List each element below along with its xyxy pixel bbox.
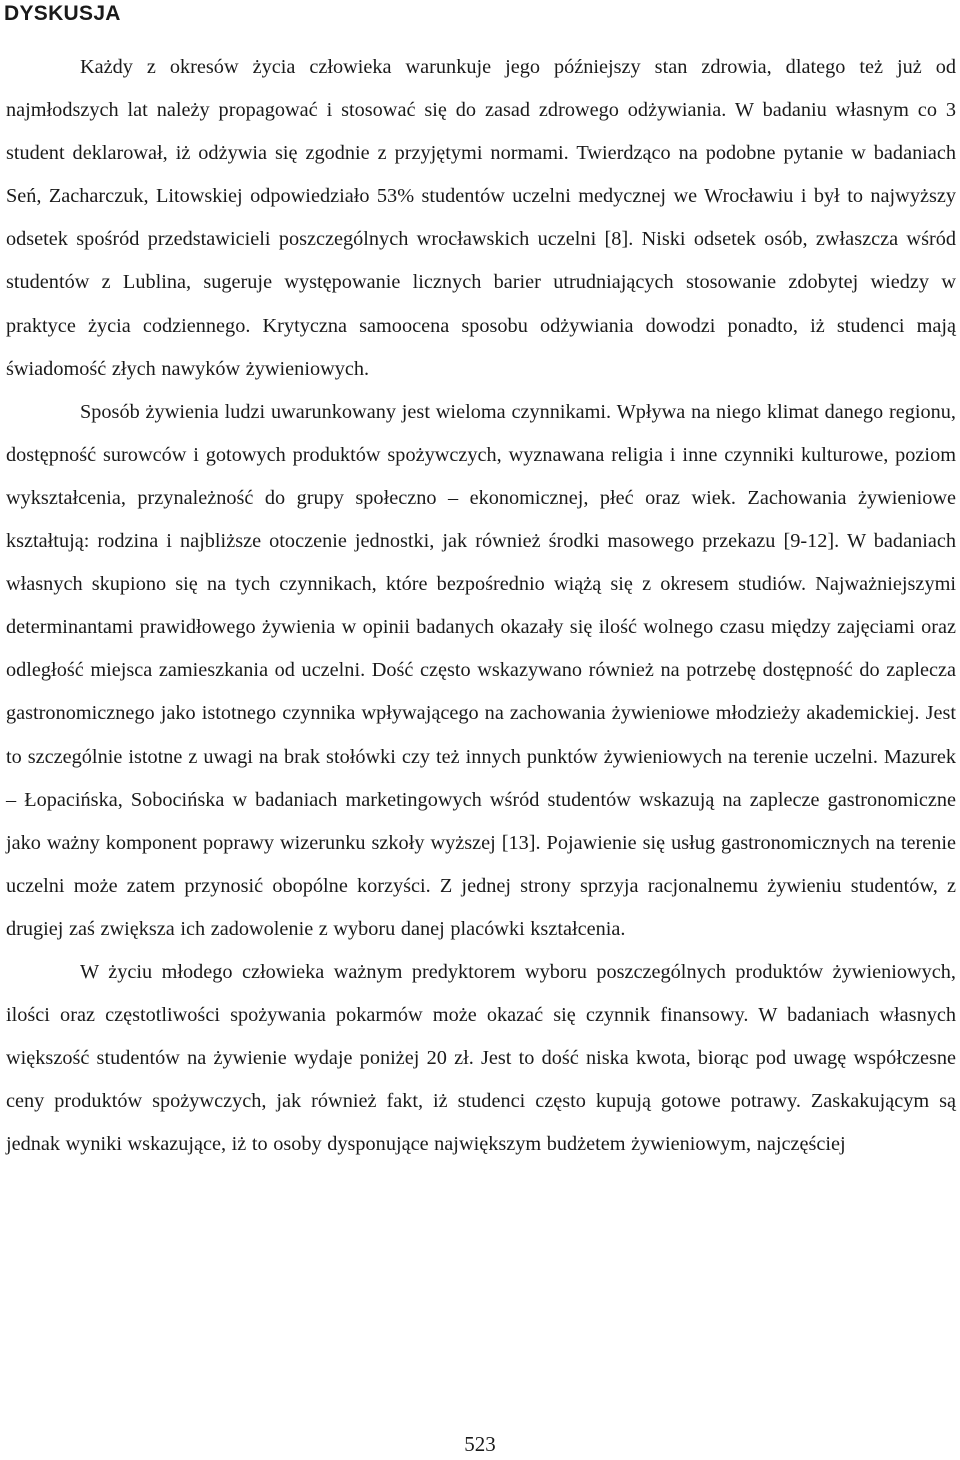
section-heading: DYSKUSJA (4, 2, 121, 25)
paragraph-1: Każdy z okresów życia człowieka warunkuje jego późniejszy stan zdrowia, dlatego też już od najmłodszych lat należy propagować i stosować się do zasad zdrowego odżywiania. W badaniu własnym co 3 student deklarował, iż odżywia się zgodnie z przyjętymi normami. Twierdząco na podobne pytanie w badaniach Seń, Zacharczuk, Litowskiej odpowiedziało 53% studentów uczelni medycznej we Wrocławiu i był to najwyższy odsetek spośród przedstawicieli poszczególnych wrocławskich uczelni [8]. Niski odsetek osób, zwłaszcza wśród studentów z Lublina, sugeruje występowanie licznych barier utrudniających stosowanie zdobytej wiedzy w praktyce życia codziennego. Krytyczna samoocena sposobu odżywiania dowodzi ponadto, iż studenci mają świadomość złych nawyków żywieniowych. (6, 56, 956, 380)
body-text (6, 46, 956, 1166)
paragraph-3: W życiu młodego człowieka ważnym predyktorem wyboru poszczególnych produktów żywieniowych, ilości oraz częstotliwości spożywania pokarmów może okazać się czynnik finansowy. W badaniach własnych większość studentów na żywienie wydaje poniżej 20 zł. Jest to dość niska kwota, biorąc pod uwagę współczesne ceny produktów spożywczych, jak również fakt, iż studenci często kupują gotowe potrawy. Zaskakującym są jednak wyniki wskazujące, iż to osoby dysponujące największym budżetem żywieniowym, najczęściej (6, 960, 956, 1156)
paragraph-2: Sposób żywienia ludzi uwarunkowany jest wieloma czynnikami. Wpływa na niego klimat danego regionu, dostępność surowców i gotowych produktów spożywczych, wyznawana religia i inne czynniki kulturowe, poziom wykształcenia, przynależność do grupy społeczno – ekonomicznej, płeć oraz wiek. Zachowania żywieniowe kształtują: rodzina i najbliższe otoczenie jednostki, jak również środki masowego przekazu [9-12]. W badaniach własnych skupiono się na tych czynnikach, które bezpośrednio wiążą się z okresem studiów. Najważniejszymi determinantami prawidłowego żywienia w opinii badanych okazały się ilość wolnego czasu między zajęciami oraz odległość miejsca zamieszkania od uczelni. Dość często wskazywano również na potrzebę dostępność do zaplecza gastronomicznego jako istotnego czynnika wpływającego na zachowania żywieniowe młodzieży akademickiej. Jest to szczególnie istotne z uwagi na brak stołówki czy też innych punktów żywieniowych na terenie uczelni. Mazurek – Łopacińska, Sobocińska w badaniach marketingowych wśród studentów wskazują na zaplecze gastronomiczne jako ważny komponent poprawy wizerunku szkoły wyższej [13]. Pojawienie się usług gastronomicznych na terenie uczelni może zatem przynosić obopólne korzyści. Z jednej strony sprzyja racjonalnemu żywieniu studentów, z drugiej zaś zwiększa ich zadowolenie z wyboru danej placówki kształcenia. (6, 400, 956, 940)
page-number: 523 (464, 1432, 496, 1456)
